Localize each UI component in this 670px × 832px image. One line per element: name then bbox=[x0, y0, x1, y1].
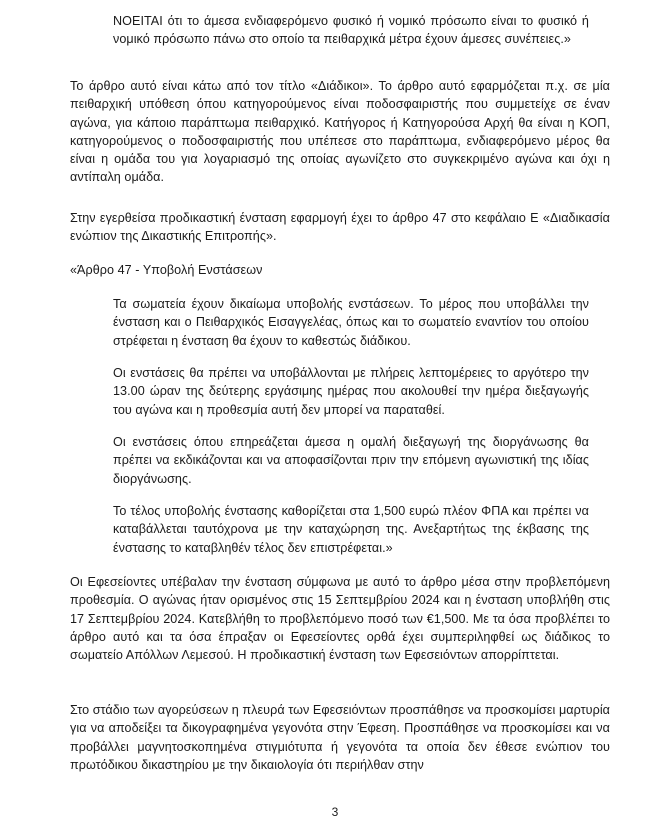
body-paragraph bbox=[70, 77, 610, 187]
quoted-article-paragraph bbox=[113, 364, 589, 419]
body-paragraph bbox=[70, 573, 610, 664]
article-heading-text: «Άρθρο 47 - Υποβολή Ενστάσεων bbox=[70, 263, 263, 277]
page-number: 3 bbox=[331, 805, 339, 819]
paragraph-text: Οι ενστάσεις θα πρέπει να υποβάλλονται με πλήρεις λεπτομέρειες το αργότερο την 13.00 ώραν της δεύτερης εργάσιμης ημέρας που ακολουθεί την ημέρα διεξαγωγής του αγώνα και η προθεσμία αυτή δεν μπορεί να παραταθεί. bbox=[113, 366, 589, 417]
quoted-article-paragraph bbox=[113, 433, 589, 488]
paragraph-text: Οι ενστάσεις όπου επηρεάζεται άμεσα η ομαλή διεξαγωγή της διοργάνωσης θα πρέπει να εκδικάζονται και να αποφασίζονται πριν την επόμενη αγωνιστική της ιδίας διοργάνωσης. bbox=[113, 435, 589, 486]
body-paragraph bbox=[70, 701, 610, 774]
quoted-article-paragraph bbox=[113, 502, 589, 557]
paragraph-text: Στην εγερθείσα προδικαστική ένσταση εφαρμογή έχει το άρθρο 47 στο κεφάλαιο Ε «Διαδικασία ενώπιον της Δικαστικής Επιτροπής». bbox=[70, 211, 610, 244]
paragraph-text: Τα σωματεία έχουν δικαίωμα υποβολής ενστάσεων. Το μέρος που υποβάλλει την ένσταση και ο Πειθαρχικός Εισαγγελέας, όπως και το σωματείο εναντίον του οποίου στρέφεται η ένσταση θα έχουν το καθεστώς διάδικου. bbox=[113, 297, 589, 348]
paragraph-text: Το άρθρο αυτό είναι κάτω από τον τίτλο «Διάδικοι». Το άρθρο αυτό εφαρμόζεται π.χ. σε μία πειθαρχική υπόθεση όπου κατηγορούμενος είναι ποδοσφαιριστής που συμμετείχε σε έναν αγώνα, για κάποιο παράπτωμα πειθαρχικό. Κατήγορος ή Κατηγορούσα Αρχή θα είναι η ΚΟΠ, κατηγορούμενος ο ποδοσφαιριστής που υπέπεσε στο παράπτωμα, ενδιαφερόμενο μέρος θα είναι η ομάδα του για λογαριασμό της οποίας αγωνίζετο στο συγκεκριμένο αγώνα και όχι η αντίπαλη ομάδα. bbox=[70, 79, 610, 185]
paragraph-text: Στο στάδιο των αγορεύσεων η πλευρά των Εφεσειόντων προσπάθησε να προσκομίσει μαρτυρία για να αποδείξει τα δικογραφημένα γεγονότα στην Έφεση. Προσπάθησε να προσκομίσει και να προβάλλει μαγνητοσκοπημένα στιγμιότυπα ή γεγονότα τα οποία δεν έθεσε ενώπιον του πρωτόδικου δικαστηρίου με την δικαιολογία ότι περιήλθαν στην bbox=[70, 703, 610, 772]
paragraph-text: Το τέλος υποβολής ένστασης καθορίζεται στα 1,500 ευρώ πλέον ΦΠΑ και πρέπει να καταβάλλεται ταυτόχρονα με την καταχώρηση της. Ανεξαρτήτως της έκβασης της ένστασης το καταβληθέν τέλος δεν επιστρέφεται.» bbox=[113, 504, 589, 555]
paragraph-text: Οι Εφεσείοντες υπέβαλαν την ένσταση σύμφωνα με αυτό το άρθρο μέσα στην προβλεπόμενη προθεσμία. Ο αγώνας ήταν ορισμένος στις 15 Σεπτεμβρίου 2024 και η ένσταση υποβλήθη στις 17 Σεπτεμβρίου 2024. Κατεβλήθη το προβλεπόμενο ποσό των €1,500. Με τα όσα προβλέπει το άρθρο αυτό και τα όσα έπραξαν οι Εφεσείοντες ορθά έχει συμπεριληφθεί ως διάδικος το σωματείο Απόλλων Λεμεσού. Η προδικαστική ένσταση των Εφεσειόντων απορρίπτεται. bbox=[70, 575, 610, 663]
paragraph-text: ΝΟΕΙΤΑΙ ότι το άμεσα ενδιαφερόμενο φυσικό ή νομικό πρόσωπο είναι το φυσικό ή νομικό πρόσωπο πάνω στο οποίο τα πειθαρχικά μέτρα έχουν άμεσες συνέπειες.» bbox=[113, 14, 589, 47]
body-paragraph bbox=[70, 209, 610, 246]
quote-paragraph-continuation bbox=[113, 12, 589, 49]
quoted-article-paragraph bbox=[113, 295, 589, 350]
article-heading bbox=[70, 261, 610, 279]
